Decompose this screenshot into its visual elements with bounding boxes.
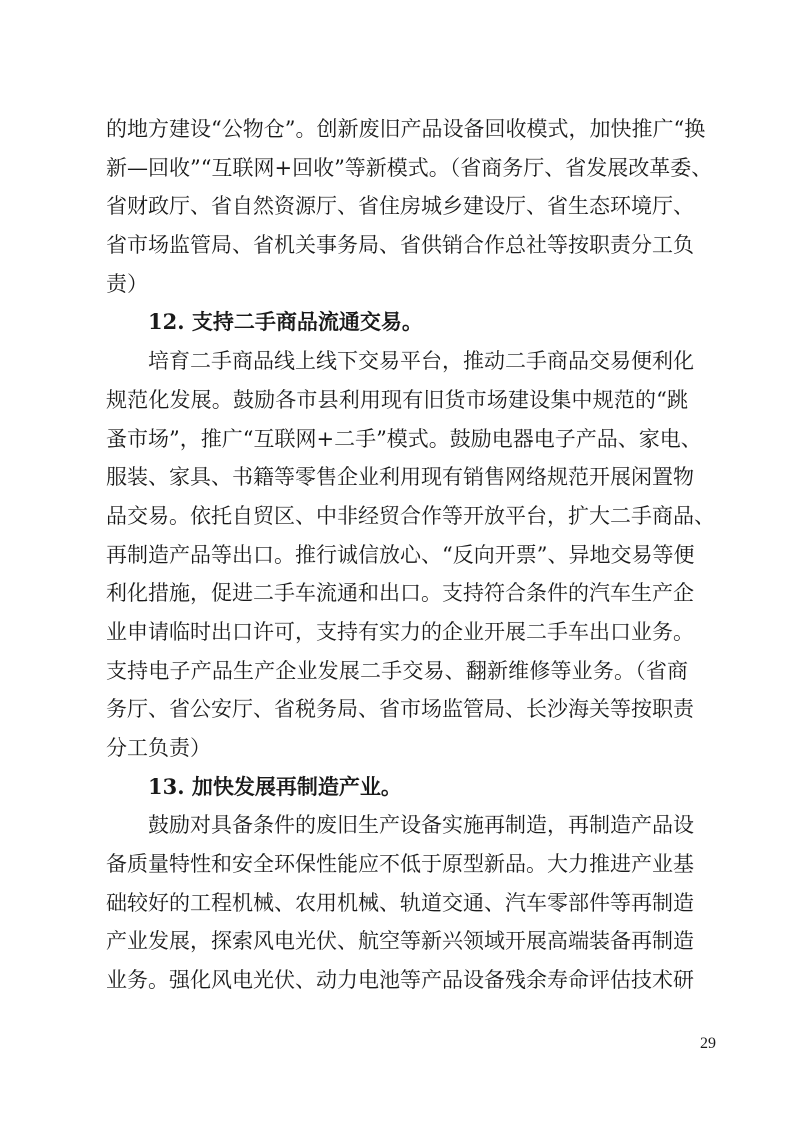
body-line: 务厅、省公安厅、省税务局、省市场监管局、长沙海关等按职责 bbox=[106, 697, 694, 722]
body-line: 责） bbox=[106, 271, 148, 296]
body-line: 备质量特性和安全环保性能应不低于原型新品。大力推进产业基 bbox=[106, 852, 694, 877]
body-line: 新—回收”“互联网+回收”等新模式。（省商务厅、省发展改革委、 bbox=[106, 155, 713, 180]
body-line: 省市场监管局、省机关事务局、省供销合作总社等按职责分工负 bbox=[106, 233, 694, 258]
body-line: 支持电子产品生产企业发展二手交易、翻新维修等业务。（省商 bbox=[106, 658, 688, 683]
body-line: 利化措施，促进二手车流通和出口。支持符合条件的汽车生产企 bbox=[106, 581, 694, 606]
body-line: 省财政厅、省自然资源厅、省住房城乡建设厅、省生态环境厅、 bbox=[106, 194, 694, 219]
body-line: 培育二手商品线上线下交易平台，推动二手商品交易便利化 bbox=[148, 349, 694, 374]
body-line: 规范化发展。鼓励各市县利用现有旧货市场建设集中规范的“跳 bbox=[106, 387, 688, 412]
body-line: 再制造产品等出口。推行诚信放心、“反向开票”、异地交易等便 bbox=[106, 542, 695, 567]
section-heading-13: 13. 加快发展再制造产业。 bbox=[148, 773, 402, 799]
body-line: 产业发展，探索风电光伏、航空等新兴领域开展高端装备再制造 bbox=[106, 929, 694, 954]
section-heading-12: 12. 支持二手商品流通交易。 bbox=[148, 309, 423, 335]
body-line: 的地方建设“公物仓”。创新废旧产品设备回收模式，加快推广“换 bbox=[106, 117, 706, 141]
body-line: 蚤市场”，推广“互联网+二手”模式。鼓励电器电子产品、家电、 bbox=[106, 426, 702, 451]
body-line: 业申请临时出口许可，支持有实力的企业开展二手车出口业务。 bbox=[106, 619, 694, 644]
body-line: 品交易。依托自贸区、中非经贸合作等开放平台，扩大二手商品、 bbox=[106, 503, 715, 528]
body-line: 业务。强化风电光伏、动力电池等产品设备残余寿命评估技术研 bbox=[106, 968, 694, 993]
body-line: 服装、家具、书籍等零售企业利用现有销售网络规范开展闲置物 bbox=[106, 465, 694, 490]
page-number: 29 bbox=[700, 1035, 716, 1052]
body-line: 鼓励对具备条件的废旧生产设备实施再制造，再制造产品设 bbox=[148, 813, 694, 838]
document-body bbox=[106, 110, 715, 1000]
body-line: 础较好的工程机械、农用机械、轨道交通、汽车零部件等再制造 bbox=[106, 890, 694, 915]
body-line: 分工负责） bbox=[106, 736, 211, 760]
